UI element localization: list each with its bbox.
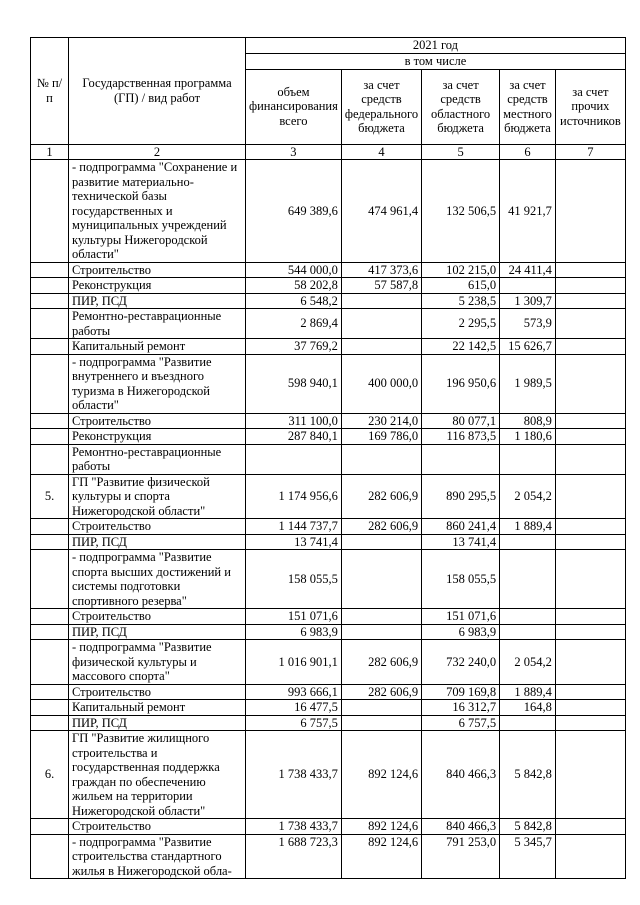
row-other (555, 624, 625, 640)
row-local: 2 054,2 (500, 474, 556, 519)
row-name: - подпрограмма "Развитие физической культуры и массового спорта" (69, 640, 246, 685)
table-row (31, 519, 626, 535)
row-name: ПИР, ПСД (69, 624, 246, 640)
row-number (31, 354, 69, 413)
row-federal (341, 550, 421, 609)
row-number (31, 160, 69, 263)
header-incl: в том числе (246, 54, 626, 70)
column-number-row (31, 144, 626, 160)
row-name: Строительство (69, 262, 246, 278)
table-row (31, 474, 626, 519)
row-total: 287 840,1 (246, 429, 342, 445)
row-number (31, 278, 69, 294)
row-number (31, 684, 69, 700)
table-row (31, 413, 626, 429)
table-row (31, 834, 626, 879)
row-name: Реконструкция (69, 429, 246, 445)
table-row (31, 534, 626, 550)
row-name: Строительство (69, 519, 246, 535)
row-local (500, 624, 556, 640)
colnum: 6 (500, 144, 556, 160)
row-regional: 709 169,8 (422, 684, 500, 700)
row-name: Строительство (69, 684, 246, 700)
row-local: 5 842,8 (500, 731, 556, 819)
row-other (555, 534, 625, 550)
row-other (555, 715, 625, 731)
row-federal (341, 700, 421, 716)
row-local: 164,8 (500, 700, 556, 716)
header-other: за счет прочих источников (555, 69, 625, 144)
table-row (31, 609, 626, 625)
row-number (31, 834, 69, 879)
row-local (500, 444, 556, 474)
row-regional: 6 983,9 (422, 624, 500, 640)
row-total: 1 016 901,1 (246, 640, 342, 685)
row-number (31, 700, 69, 716)
row-total: 1 174 956,6 (246, 474, 342, 519)
row-name: ПИР, ПСД (69, 534, 246, 550)
row-regional: 158 055,5 (422, 550, 500, 609)
row-total: 6 757,5 (246, 715, 342, 731)
row-local: 24 411,4 (500, 262, 556, 278)
row-total: 1 144 737,7 (246, 519, 342, 535)
row-regional: 5 238,5 (422, 293, 500, 309)
row-regional: 732 240,0 (422, 640, 500, 685)
row-other (555, 700, 625, 716)
row-total: 311 100,0 (246, 413, 342, 429)
row-number (31, 534, 69, 550)
row-federal: 282 606,9 (341, 519, 421, 535)
row-federal: 474 961,4 (341, 160, 421, 263)
row-federal: 892 124,6 (341, 834, 421, 879)
row-number (31, 550, 69, 609)
row-local: 1 989,5 (500, 354, 556, 413)
row-total: 2 869,4 (246, 309, 342, 339)
row-total: 649 389,6 (246, 160, 342, 263)
row-regional (422, 444, 500, 474)
row-name: ГП "Развитие физической культуры и спорта Нижегородской области" (69, 474, 246, 519)
row-number (31, 293, 69, 309)
row-total: 1 688 723,3 (246, 834, 342, 879)
colnum: 3 (246, 144, 342, 160)
row-number (31, 519, 69, 535)
row-total (246, 444, 342, 474)
row-name: Строительство (69, 413, 246, 429)
row-name: Ремонтно-реставрационные работы (69, 309, 246, 339)
table-row (31, 160, 626, 263)
row-federal: 282 606,9 (341, 640, 421, 685)
row-local (500, 278, 556, 294)
row-federal: 892 124,6 (341, 731, 421, 819)
row-other (555, 609, 625, 625)
table-row (31, 731, 626, 819)
table-row (31, 684, 626, 700)
row-other (555, 684, 625, 700)
table-row (31, 640, 626, 685)
row-number (31, 262, 69, 278)
row-number (31, 819, 69, 835)
row-number (31, 429, 69, 445)
row-total: 16 477,5 (246, 700, 342, 716)
row-other (555, 474, 625, 519)
row-number (31, 609, 69, 625)
table-row (31, 339, 626, 355)
financing-table (30, 37, 626, 879)
row-total: 544 000,0 (246, 262, 342, 278)
row-regional: 840 466,3 (422, 819, 500, 835)
row-local: 573,9 (500, 309, 556, 339)
row-federal: 400 000,0 (341, 354, 421, 413)
row-regional: 890 295,5 (422, 474, 500, 519)
header-no: № п/п (31, 38, 69, 145)
row-other (555, 429, 625, 445)
row-other (555, 731, 625, 819)
table-row (31, 354, 626, 413)
row-total: 1 738 433,7 (246, 731, 342, 819)
row-number: 6. (31, 731, 69, 819)
table-row (31, 624, 626, 640)
row-federal: 892 124,6 (341, 819, 421, 835)
row-other (555, 413, 625, 429)
row-total: 6 548,2 (246, 293, 342, 309)
row-federal (341, 309, 421, 339)
header-federal: за счет средств федерального бюджета (341, 69, 421, 144)
row-federal (341, 339, 421, 355)
row-other (555, 339, 625, 355)
table-row (31, 819, 626, 835)
row-local: 1 309,7 (500, 293, 556, 309)
row-name: Строительство (69, 609, 246, 625)
row-name: - подпрограмма "Развитие строительства стандартного жилья в Нижегородской обла- (69, 834, 246, 879)
row-total: 58 202,8 (246, 278, 342, 294)
row-regional: 151 071,6 (422, 609, 500, 625)
row-local: 1 889,4 (500, 684, 556, 700)
row-local (500, 550, 556, 609)
row-regional: 80 077,1 (422, 413, 500, 429)
row-federal (341, 444, 421, 474)
row-number (31, 444, 69, 474)
row-federal: 282 606,9 (341, 684, 421, 700)
row-other (555, 293, 625, 309)
row-name: Строительство (69, 819, 246, 835)
row-total: 158 055,5 (246, 550, 342, 609)
row-local (500, 715, 556, 731)
row-federal: 169 786,0 (341, 429, 421, 445)
row-total: 13 741,4 (246, 534, 342, 550)
row-other (555, 519, 625, 535)
row-local: 5 345,7 (500, 834, 556, 879)
row-total: 1 738 433,7 (246, 819, 342, 835)
row-number (31, 309, 69, 339)
row-number (31, 624, 69, 640)
table-row (31, 700, 626, 716)
row-name: Реконструкция (69, 278, 246, 294)
row-other (555, 309, 625, 339)
table-row (31, 293, 626, 309)
colnum: 4 (341, 144, 421, 160)
row-total: 151 071,6 (246, 609, 342, 625)
row-local (500, 534, 556, 550)
row-regional: 196 950,6 (422, 354, 500, 413)
table-row (31, 309, 626, 339)
row-local: 808,9 (500, 413, 556, 429)
table-row (31, 444, 626, 474)
row-number (31, 640, 69, 685)
row-number (31, 339, 69, 355)
table-row (31, 278, 626, 294)
colnum: 7 (555, 144, 625, 160)
row-regional: 13 741,4 (422, 534, 500, 550)
row-name: - подпрограмма "Сохранение и развитие материально-технической базы государственных и муниципальных учреждений культуры Нижегородской области" (69, 160, 246, 263)
row-federal: 417 373,6 (341, 262, 421, 278)
row-number (31, 715, 69, 731)
row-federal: 282 606,9 (341, 474, 421, 519)
row-local: 2 054,2 (500, 640, 556, 685)
table-row (31, 715, 626, 731)
header-program: Государственная программа (ГП) / вид работ (69, 38, 246, 145)
header-local: за счет средств местного бюджета (500, 69, 556, 144)
row-local: 1 180,6 (500, 429, 556, 445)
row-name: - подпрограмма "Развитие внутреннего и въездного туризма в Нижегородской области" (69, 354, 246, 413)
table-row (31, 262, 626, 278)
row-total: 598 940,1 (246, 354, 342, 413)
row-other (555, 640, 625, 685)
row-federal (341, 534, 421, 550)
row-regional: 791 253,0 (422, 834, 500, 879)
row-regional: 6 757,5 (422, 715, 500, 731)
row-federal: 230 214,0 (341, 413, 421, 429)
row-federal (341, 715, 421, 731)
colnum: 2 (69, 144, 246, 160)
row-regional: 22 142,5 (422, 339, 500, 355)
row-total: 993 666,1 (246, 684, 342, 700)
row-name: Капитальный ремонт (69, 339, 246, 355)
row-other (555, 354, 625, 413)
header-year: 2021 год (246, 38, 626, 54)
table-row (31, 429, 626, 445)
colnum: 5 (422, 144, 500, 160)
row-regional: 840 466,3 (422, 731, 500, 819)
colnum: 1 (31, 144, 69, 160)
row-regional: 615,0 (422, 278, 500, 294)
row-federal (341, 624, 421, 640)
row-local: 15 626,7 (500, 339, 556, 355)
row-federal (341, 293, 421, 309)
row-other (555, 278, 625, 294)
row-regional: 102 215,0 (422, 262, 500, 278)
table-row (31, 550, 626, 609)
row-local (500, 609, 556, 625)
row-regional: 116 873,5 (422, 429, 500, 445)
row-local: 1 889,4 (500, 519, 556, 535)
row-regional: 16 312,7 (422, 700, 500, 716)
row-total: 6 983,9 (246, 624, 342, 640)
row-name: ПИР, ПСД (69, 715, 246, 731)
row-local: 41 921,7 (500, 160, 556, 263)
row-other (555, 834, 625, 879)
row-name: Ремонтно-реставрационные работы (69, 444, 246, 474)
row-local: 5 842,8 (500, 819, 556, 835)
row-other (555, 262, 625, 278)
row-name: Капитальный ремонт (69, 700, 246, 716)
row-name: - подпрограмма "Развитие спорта высших достижений и системы подготовки спортивного резерва" (69, 550, 246, 609)
row-other (555, 160, 625, 263)
row-name: ГП "Развитие жилищного строительства и государственная поддержка граждан по обеспечению жильем на территории Нижегородской области" (69, 731, 246, 819)
header-regional: за счет средств областного бюджета (422, 69, 500, 144)
row-name: ПИР, ПСД (69, 293, 246, 309)
row-number (31, 413, 69, 429)
row-federal (341, 609, 421, 625)
header-total: объем финансирования всего (246, 69, 342, 144)
row-total: 37 769,2 (246, 339, 342, 355)
row-regional: 2 295,5 (422, 309, 500, 339)
row-other (555, 444, 625, 474)
row-other (555, 819, 625, 835)
row-regional: 132 506,5 (422, 160, 500, 263)
row-number: 5. (31, 474, 69, 519)
row-regional: 860 241,4 (422, 519, 500, 535)
row-other (555, 550, 625, 609)
row-federal: 57 587,8 (341, 278, 421, 294)
